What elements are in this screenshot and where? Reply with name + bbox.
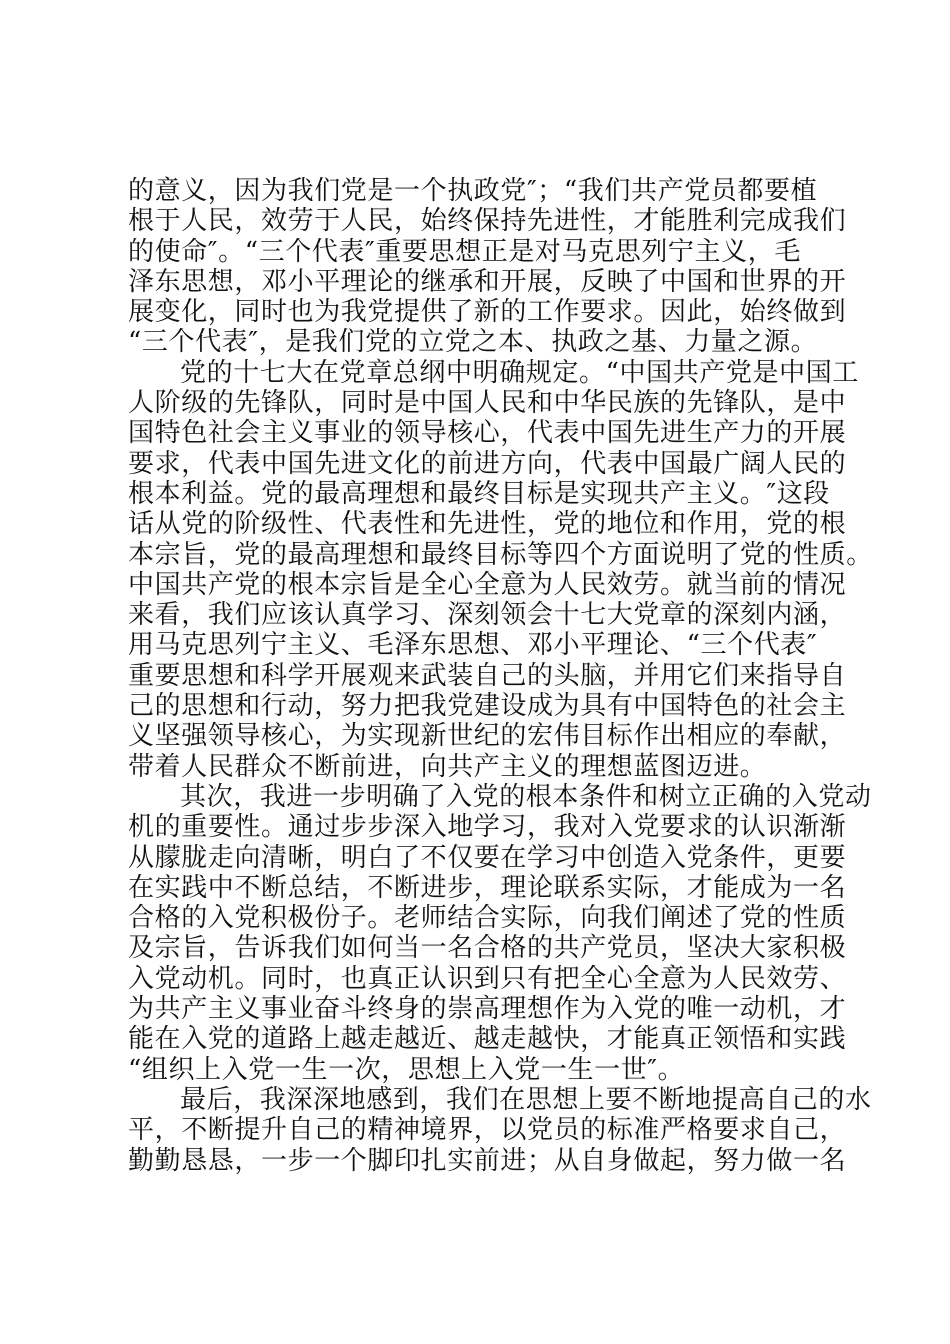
text-line: 的意义，因为我们党是一个执政党″；“我们共产党员都要植	[128, 176, 818, 206]
text-line: 及宗旨，告诉我们如何当一名合格的共产党员，坚决大家积极	[128, 933, 847, 964]
text-line: 勤勤恳恳，一步一个脚印扎实前进；从自身做起，努力做一名	[128, 1145, 847, 1176]
text-line: 能在入党的道路上越走越近、越走越快，才能真正领悟和实践	[128, 1024, 847, 1055]
paragraph-start-line: 其次，我进一步明确了入党的根本条件和树立正确的入党动	[180, 781, 872, 812]
paragraph-start-line: 最后，我深深地感到，我们在思想上要不断地提高自己的水	[180, 1084, 872, 1115]
text-line: 人阶级的先锋队，同时是中国人民和中华民族的先锋队，是中	[128, 388, 847, 419]
text-line: 要求，代表中国先进文化的前进方向，代表中国最广阔人民的	[128, 448, 847, 479]
text-line: “组织上入党一生一次，思想上入党一生一世″。	[128, 1054, 685, 1085]
text-line: 合格的入党积极份子。老师结合实际，向我们阐述了党的性质	[128, 903, 847, 934]
paragraph-start-line: 党的十七大在党章总纲中明确规定。“中国共产党是中国工	[180, 357, 859, 388]
text-line: 根于人民，效劳于人民，始终保持先进性，才能胜利完成我们	[128, 206, 847, 237]
text-line: 重要思想和科学开展观来武装自己的头脑，并用它们来指导自	[128, 660, 847, 691]
text-line: 用马克思列宁主义、毛泽东思想、邓小平理论、“三个代表″	[128, 630, 818, 661]
text-line: 从朦胧走向清晰，明白了不仅要在学习中创造入党条件，更要	[128, 842, 847, 873]
text-line: 义坚强领导核心，为实现新世纪的宏伟目标作出相应的奉献，	[128, 721, 847, 752]
text-line: 本宗旨，党的最高理想和最终目标等四个方面说明了党的性质。	[128, 539, 873, 570]
text-line: 来看，我们应该认真学习、深刻领会十七大党章的深刻内涵，	[128, 600, 847, 631]
text-line: 为共产主义事业奋斗终身的崇高理想作为入党的唯一动机，才	[128, 994, 847, 1025]
text-line: 泽东思想，邓小平理论的继承和开展，反映了中国和世界的开	[128, 266, 847, 297]
text-line: 国特色社会主义事业的领导核心，代表中国先进生产力的开展	[128, 418, 847, 449]
body-text	[128, 176, 873, 1176]
text-line: “三个代表″，是我们党的立党之本、执政之基、力量之源。	[128, 327, 818, 358]
text-line: 带着人民群众不断前进，向共产主义的理想蓝图迈进。	[128, 751, 767, 782]
text-line: 入党动机。同时，也真正认识到只有把全心全意为人民效劳、	[128, 963, 847, 994]
text-line: 在实践中不断总结，不断进步，理论联系实际，才能成为一名	[128, 872, 847, 903]
text-line: 根本利益。党的最高理想和最终目标是实现共产主义。″这段	[128, 478, 830, 509]
text-line: 话从党的阶级性、代表性和先进性，党的地位和作用，党的根	[128, 509, 847, 540]
text-line: 机的重要性。通过步步深入地学习，我对入党要求的认识渐渐	[128, 812, 847, 843]
text-line: 展变化，同时也为我党提供了新的工作要求。因此，始终做到	[128, 297, 847, 328]
text-line: 平，不断提升自己的精神境界，以党员的标准严格要求自己，	[128, 1115, 847, 1146]
text-line: 的使命″。“三个代表″重要思想正是对马克思列宁主义，毛	[128, 236, 801, 267]
text-line: 中国共产党的根本宗旨是全心全意为人民效劳。就当前的情况	[128, 569, 847, 600]
text-line: 己的思想和行动，努力把我党建设成为具有中国特色的社会主	[128, 691, 847, 722]
